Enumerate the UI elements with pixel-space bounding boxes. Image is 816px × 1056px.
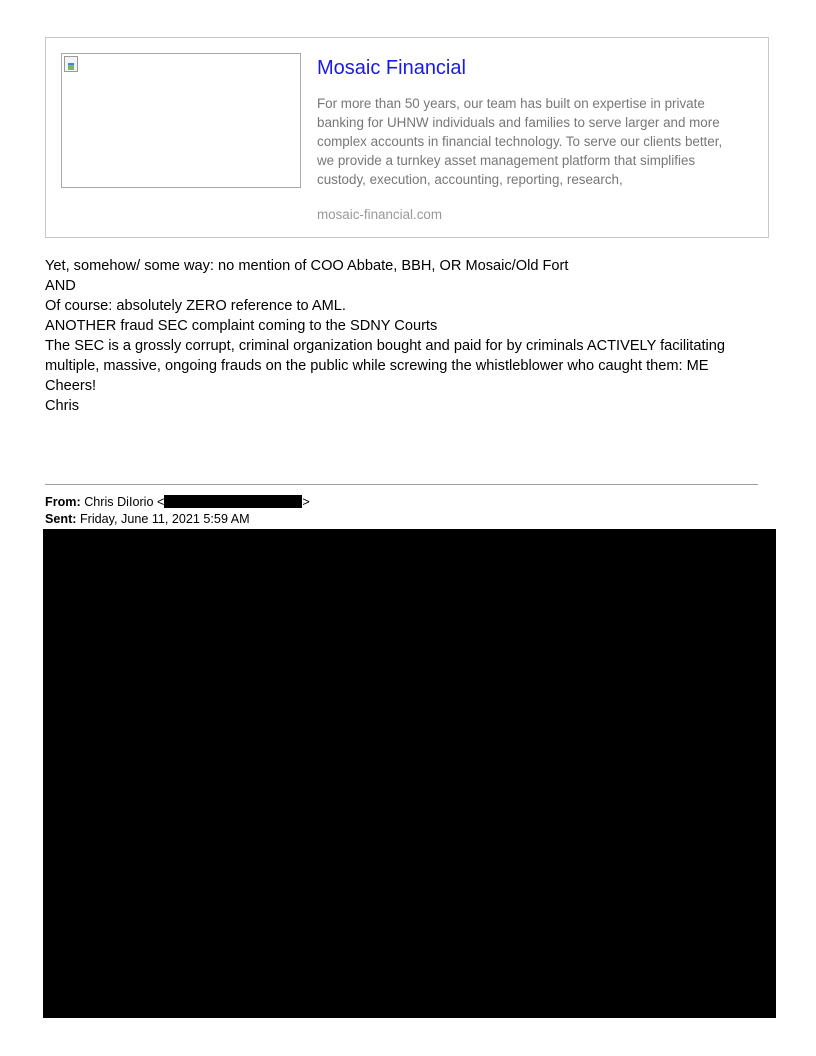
preview-domain: mosaic-financial.com (317, 207, 443, 222)
from-close: > (302, 495, 310, 509)
sent-value: Friday, June 11, 2021 5:59 AM (79, 512, 250, 526)
link-preview-card[interactable] (45, 37, 769, 238)
from-line (45, 494, 310, 510)
message-separator (45, 484, 758, 485)
body-line: Cheers! (45, 378, 97, 394)
redacted-email (164, 495, 302, 508)
from-name: Chris DiIorio < (84, 495, 165, 509)
body-line: ANOTHER fraud SEC complaint coming to the SDNY Courts (45, 318, 438, 334)
sent-line (45, 511, 250, 527)
body-line: Of course: absolutely ZERO reference to AML. (45, 298, 346, 314)
redaction-block (43, 529, 776, 1018)
body-line: The SEC is a grossly corrupt, criminal organization bought and paid for by criminals ACTIVELY facilitating multiple, massive, ongoing frauds on the public while screwing the whistleblower who caught them: ME (45, 338, 726, 374)
preview-title-link[interactable]: Mosaic Financial (317, 57, 466, 79)
sent-label: Sent: (45, 512, 77, 526)
body-line: Yet, somehow/ some way: no mention of COO Abbate, BBH, OR Mosaic/Old Fort (45, 258, 569, 274)
body-line: AND (45, 278, 76, 294)
from-label: From: (45, 495, 81, 509)
signature: Chris (45, 398, 80, 414)
preview-image[interactable] (61, 53, 301, 188)
broken-image-icon (64, 56, 78, 72)
preview-description: For more than 50 years, our team has built on expertise in private banking for UHNW individuals and families to serve larger and more complex accounts in financial technology. To serve our clients better, we provide a turnkey asset management platform that simplifies custody, execution, accounting, reporting, research, (317, 96, 723, 187)
message-body (45, 256, 775, 416)
